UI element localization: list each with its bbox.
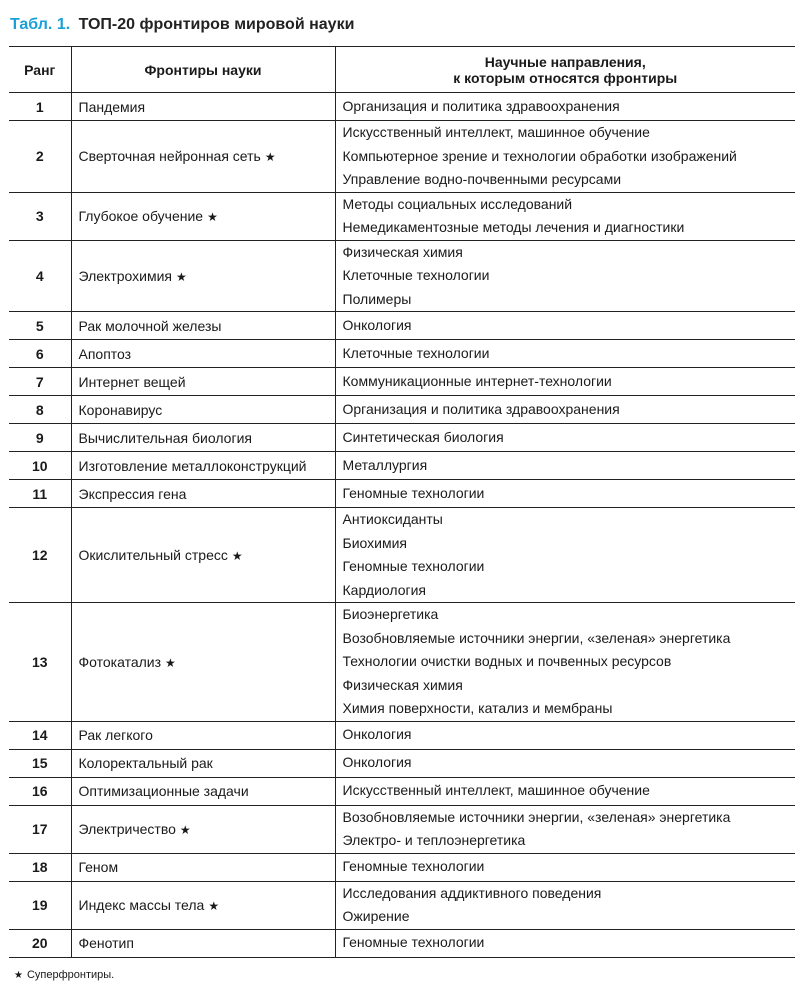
table-row <box>9 508 795 603</box>
frontier-name: Коронавирус <box>78 401 163 418</box>
direction-item: Исследования аддиктивного поведения <box>342 884 602 901</box>
direction-item: Металлургия <box>342 456 428 473</box>
direction-item: Искусственный интеллект, машинное обучение <box>342 782 650 799</box>
frontier-cell <box>71 452 335 480</box>
table-row <box>9 749 795 777</box>
frontier-name: Рак молочной железы <box>78 317 222 334</box>
directions-cell <box>335 240 795 312</box>
frontier-name: Электрохимия <box>78 267 173 284</box>
frontier-name: Экспрессия гена <box>78 485 187 502</box>
directions-cell <box>335 93 795 121</box>
frontier-name: Электричество <box>78 821 176 837</box>
direction-item: Организация и политика здравоохранения <box>342 400 620 417</box>
frontier-cell <box>71 805 335 853</box>
header-directions <box>335 47 795 93</box>
directions-cell <box>335 603 795 722</box>
table-header-row <box>9 47 795 93</box>
frontier-cell <box>71 340 335 368</box>
direction-item: Искусственный интеллект, машинное обучение <box>342 124 650 140</box>
direction-item: Кардиология <box>342 581 426 598</box>
star-icon: ★ <box>165 655 176 670</box>
direction-item: Биоэнергетика <box>342 606 439 622</box>
rank-cell: 7 <box>9 368 71 396</box>
header-rank: Ранг <box>9 47 71 93</box>
table-row <box>9 340 795 368</box>
direction-item: Электро- и теплоэнергетика <box>342 832 526 848</box>
directions-cell <box>335 777 795 805</box>
table-row <box>9 777 795 805</box>
table-row <box>9 929 795 957</box>
frontier-cell <box>71 192 335 240</box>
frontier-name: Колоректальный рак <box>78 755 213 771</box>
direction-item: Геномные технологии <box>342 558 485 574</box>
direction-item: Антиоксиданты <box>342 511 443 527</box>
table-row <box>9 853 795 881</box>
frontier-cell <box>71 777 335 805</box>
direction-item: Геномные технологии <box>342 858 485 875</box>
rank-cell: 16 <box>9 777 71 805</box>
frontier-cell <box>71 929 335 957</box>
frontier-name: Окислительный стресс <box>78 547 228 563</box>
frontier-cell <box>71 508 335 603</box>
table-row <box>9 721 795 749</box>
frontier-name: Изготовление металлоконструкций <box>78 457 307 474</box>
table-row <box>9 121 795 193</box>
star-icon: ★ <box>231 549 243 563</box>
rank-cell: 10 <box>9 452 71 480</box>
direction-item: Онкология <box>342 754 412 771</box>
directions-cell <box>335 749 795 777</box>
directions-cell <box>335 480 795 508</box>
rank-cell: 6 <box>9 340 71 368</box>
direction-item: Физическая химия <box>342 243 463 260</box>
frontier-name: Оптимизационные задачи <box>78 783 249 799</box>
frontier-cell <box>71 603 335 722</box>
direction-item: Биохимия <box>342 534 407 551</box>
frontier-cell <box>71 480 335 508</box>
rank-cell: 13 <box>9 603 71 722</box>
direction-item: Геномные технологии <box>342 484 485 501</box>
rank-cell: 11 <box>9 480 71 508</box>
table-row <box>9 805 795 853</box>
frontier-cell <box>71 721 335 749</box>
direction-item: Немедикаментозные методы лечения и диагностики <box>342 219 685 235</box>
direction-item: Компьютерное зрение и технологии обработки изображений <box>342 147 737 164</box>
direction-item: Химия поверхности, катализ и мембраны <box>342 700 613 716</box>
rank-cell: 20 <box>9 929 71 957</box>
rank-cell: 4 <box>9 240 71 312</box>
rank-cell: 17 <box>9 805 71 853</box>
directions-cell <box>335 452 795 480</box>
star-icon: ★ <box>208 899 220 913</box>
direction-item: Клеточные технологии <box>342 344 490 361</box>
star-icon: ★ <box>264 150 276 165</box>
frontier-cell <box>71 424 335 452</box>
table-row <box>9 240 795 312</box>
directions-cell <box>335 721 795 749</box>
table-row <box>9 192 795 240</box>
table-row <box>9 93 795 121</box>
table-row <box>9 603 795 722</box>
directions-cell <box>335 312 795 340</box>
direction-item: Клеточные технологии <box>342 267 490 283</box>
star-icon: ★ <box>176 269 187 284</box>
table-row <box>9 396 795 424</box>
frontier-cell <box>71 312 335 340</box>
rank-cell: 18 <box>9 853 71 881</box>
frontier-name: Сверточная нейронная сеть <box>78 148 261 165</box>
frontier-cell <box>71 240 335 312</box>
rank-cell: 9 <box>9 424 71 452</box>
frontier-cell <box>71 93 335 121</box>
star-icon: ★ <box>207 210 218 224</box>
header-directions-line2: к которым относятся фронтиры <box>453 69 678 86</box>
rank-cell: 15 <box>9 749 71 777</box>
frontier-cell <box>71 881 335 929</box>
frontier-cell <box>71 121 335 193</box>
footnote-text: Суперфронтиры. <box>26 969 115 981</box>
directions-cell <box>335 805 795 853</box>
frontier-name: Фенотип <box>78 935 134 951</box>
directions-cell <box>335 340 795 368</box>
rank-cell: 19 <box>9 881 71 929</box>
direction-item: Синтетическая биология <box>342 428 504 445</box>
direction-item: Физическая химия <box>342 676 463 693</box>
star-icon: ★ <box>14 970 23 981</box>
table-row <box>9 424 795 452</box>
table-title-text: ТОП-20 фронтиров мировой науки <box>78 16 355 33</box>
directions-cell <box>335 508 795 603</box>
rank-cell: 2 <box>9 121 71 193</box>
directions-cell <box>335 424 795 452</box>
frontier-name: Рак легкого <box>78 727 153 743</box>
rank-cell: 12 <box>9 508 71 603</box>
directions-cell <box>335 192 795 240</box>
frontier-name: Вычислительная биология <box>78 429 252 446</box>
frontier-cell <box>71 853 335 881</box>
direction-item: Онкология <box>342 726 412 743</box>
rank-cell: 3 <box>9 192 71 240</box>
frontier-cell <box>71 396 335 424</box>
frontiers-table <box>9 46 795 958</box>
direction-item: Онкология <box>342 316 412 333</box>
directions-cell <box>335 929 795 957</box>
header-directions-line1: Научные направления, <box>484 53 646 70</box>
frontier-name: Индекс массы тела <box>78 897 205 913</box>
table-row <box>9 480 795 508</box>
rank-cell: 5 <box>9 312 71 340</box>
frontier-name: Апоптоз <box>78 345 132 362</box>
table-body <box>9 93 795 958</box>
footnote <box>14 967 114 983</box>
directions-cell <box>335 121 795 193</box>
table-row <box>9 881 795 929</box>
rank-cell: 1 <box>9 93 71 121</box>
table-row <box>9 452 795 480</box>
direction-item: Организация и политика здравоохранения <box>342 97 620 114</box>
frontier-cell <box>71 749 335 777</box>
rank-cell: 14 <box>9 721 71 749</box>
direction-item: Ожирение <box>342 908 410 924</box>
star-icon: ★ <box>179 823 191 837</box>
table-title <box>10 13 354 37</box>
rank-cell: 8 <box>9 396 71 424</box>
direction-item: Полимеры <box>342 290 412 307</box>
directions-cell <box>335 396 795 424</box>
frontier-name: Глубокое обучение <box>78 208 204 224</box>
direction-item: Методы социальных исследований <box>342 195 573 212</box>
frontier-name: Геном <box>78 859 119 875</box>
direction-item: Геномные технологии <box>342 934 485 951</box>
direction-item: Возобновляемые источники энергии, «зеленая» энергетика <box>342 808 731 825</box>
direction-item: Возобновляемые источники энергии, «зеленая» энергетика <box>342 629 731 646</box>
table-row <box>9 312 795 340</box>
table-number: Табл. 1. <box>10 16 71 33</box>
frontier-cell <box>71 368 335 396</box>
header-frontier: Фронтиры науки <box>71 47 335 93</box>
direction-item: Управление водно-почвенными ресурсами <box>342 171 622 187</box>
directions-cell <box>335 368 795 396</box>
directions-cell <box>335 881 795 929</box>
direction-item: Коммуникационные интернет-технологии <box>342 372 612 389</box>
table-row <box>9 368 795 396</box>
direction-item: Технологии очистки водных и почвенных ресурсов <box>342 653 672 669</box>
frontier-name: Интернет вещей <box>78 373 186 390</box>
frontier-name: Пандемия <box>78 98 146 115</box>
frontier-name: Фотокатализ <box>78 653 162 670</box>
directions-cell <box>335 853 795 881</box>
